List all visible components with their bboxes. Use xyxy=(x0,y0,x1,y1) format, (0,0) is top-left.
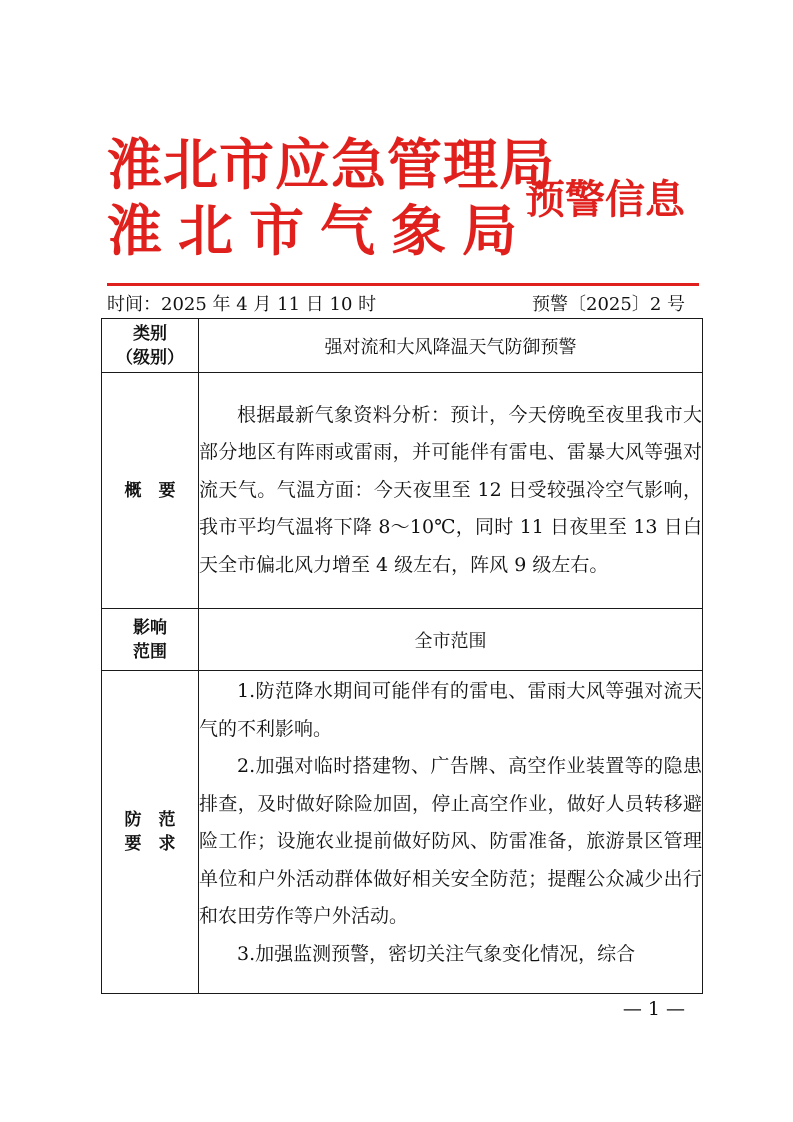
area-value: 全市范围 xyxy=(199,609,703,671)
summary-text-cell xyxy=(199,373,703,609)
category-value: 强对流和大风降温天气防御预警 xyxy=(199,319,703,373)
defense-item-2: 2.加强对临时搭建物、广告牌、高空作业装置等的隐患排查，及时做好除险加固，停止高空作业，做好人员转移避险工作；设施农业提前做好防风、防雷准备，旅游景区管理单位和户外活动群体做好相关安全防范；提醒公众减少出行和农田劳作等户外活动。 xyxy=(199,755,702,927)
defense-label-line-1: 防 范 xyxy=(124,810,176,830)
summary-label: 概 要 xyxy=(102,373,199,609)
issue-time: 时间：2025 年 4 月 11 日 10 时 xyxy=(107,294,377,315)
page-number: — 1 — xyxy=(622,998,685,1020)
defense-items xyxy=(199,671,702,993)
defense-text-cell xyxy=(199,671,703,994)
document-type-title: 预警信息 xyxy=(525,176,685,223)
summary-text: 根据最新气象资料分析：预计，今天傍晚至夜里我市大部分地区有阵雨或雷雨，并可能伴有雷电、雷暴大风等强对流天气。气温方面：今天夜里至 12 日受较强冷空气影响，我市平均气温将下降 8～10℃，同时 11 日夜里至 13 日白天全市偏北风力增至 4 级左右，阵风 9 级左右。 xyxy=(199,403,702,576)
table-row-defense xyxy=(102,671,703,994)
category-label-line-2: （级别） xyxy=(116,347,184,368)
document-header xyxy=(107,132,699,280)
defense-label xyxy=(102,671,199,994)
warning-info-table xyxy=(101,318,703,994)
table-row-summary xyxy=(102,373,703,609)
table-row-category xyxy=(102,319,703,373)
category-label xyxy=(102,319,199,373)
category-label-line-1: 类别 xyxy=(133,323,167,344)
area-label xyxy=(102,609,199,671)
defense-item-3: 3.加强监测预警，密切关注气象变化情况，综合 xyxy=(237,942,636,965)
defense-item-1: 1.防范降水期间可能伴有的雷电、雷雨大风等强对流天气的不利影响。 xyxy=(199,680,702,740)
area-label-line-1: 影响 xyxy=(133,617,167,638)
table-row-area xyxy=(102,609,703,671)
defense-label-line-2: 要 求 xyxy=(124,834,176,854)
issuer-emergency-bureau: 淮北市应急管理局 xyxy=(107,132,556,197)
issuer-meteorological-bureau: 淮北市气象局 xyxy=(107,198,534,263)
header-red-rule xyxy=(107,283,699,286)
document-number: 预警〔2025〕2 号 xyxy=(532,294,685,315)
area-label-line-2: 范围 xyxy=(133,641,167,662)
